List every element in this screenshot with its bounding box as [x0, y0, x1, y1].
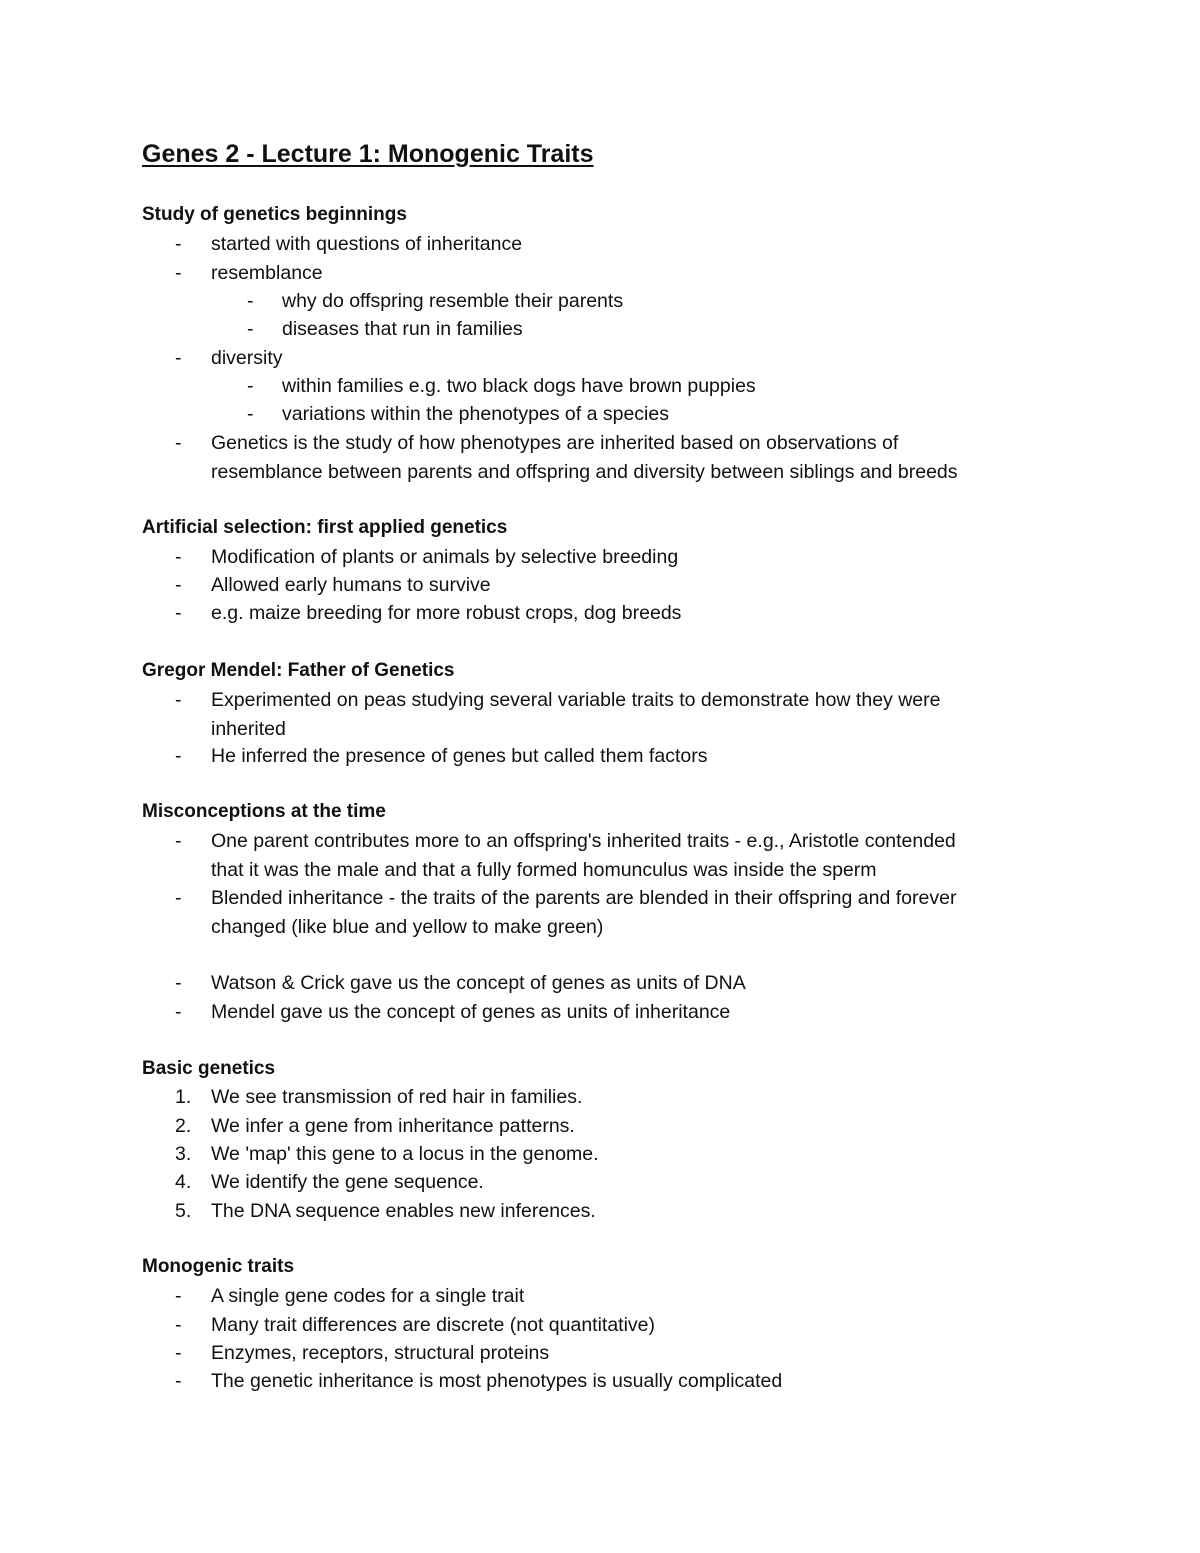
bullet-marker: -	[175, 830, 182, 852]
bullet-marker: -	[175, 432, 182, 454]
bullet-marker: -	[175, 347, 182, 369]
bullet-marker: -	[175, 262, 182, 284]
numbered-item	[175, 1083, 583, 1112]
list-item	[175, 543, 679, 572]
list-item	[175, 884, 957, 941]
item-line: A single gene codes for a single trait	[211, 1285, 525, 1307]
item-line: diseases that run in families	[282, 318, 523, 340]
bullet-marker: -	[175, 887, 182, 909]
item-line: The DNA sequence enables new inferences.	[211, 1200, 596, 1222]
numbered-item	[175, 1140, 599, 1169]
document-title: Genes 2 - Lecture 1: Monogenic Traits	[142, 140, 594, 168]
sub-list-item	[247, 372, 756, 401]
section-heading-artificial-selection: Artificial selection: first applied genetics	[142, 517, 508, 538]
item-line: within families e.g. two black dogs have brown puppies	[282, 375, 756, 397]
list-item	[175, 1339, 550, 1368]
bullet-marker: -	[175, 1285, 182, 1307]
item-line: e.g. maize breeding for more robust crops, dog breeds	[211, 602, 682, 624]
item-line: We see transmission of red hair in families.	[211, 1086, 583, 1108]
bullet-marker: -	[247, 403, 254, 425]
item-line: Watson & Crick gave us the concept of genes as units of DNA	[211, 972, 746, 994]
list-item	[175, 1282, 525, 1311]
bullet-marker: -	[175, 546, 182, 568]
item-line: inherited	[211, 717, 286, 740]
bullet-marker: -	[247, 318, 254, 340]
item-line: diversity	[211, 347, 283, 369]
bullet-marker: -	[175, 1370, 182, 1392]
bullet-marker: -	[175, 972, 182, 994]
bullet-marker: -	[175, 1314, 182, 1336]
item-line: We identify the gene sequence.	[211, 1171, 484, 1193]
item-line: Allowed early humans to survive	[211, 574, 491, 596]
item-line: Modification of plants or animals by selective breeding	[211, 546, 679, 568]
list-item	[175, 1367, 783, 1396]
section-heading-monogenic-traits: Monogenic traits	[142, 1256, 295, 1277]
item-line: resemblance between parents and offspring and diversity between siblings and breeds	[211, 460, 958, 483]
item-line: why do offspring resemble their parents	[282, 290, 624, 312]
list-item	[175, 599, 682, 628]
list-item	[175, 1311, 656, 1340]
list-item	[175, 571, 491, 600]
number-marker: 1.	[175, 1086, 192, 1108]
list-item	[175, 259, 323, 288]
item-line: Experimented on peas studying several variable traits to demonstrate how they were	[211, 689, 941, 711]
item-line: We infer a gene from inheritance patterns.	[211, 1115, 575, 1137]
bullet-marker: -	[175, 233, 182, 255]
item-line: Mendel gave us the concept of genes as units of inheritance	[211, 1001, 731, 1023]
number-marker: 5.	[175, 1200, 192, 1222]
bullet-marker: -	[175, 1342, 182, 1364]
numbered-item	[175, 1112, 575, 1141]
list-item	[175, 969, 746, 998]
bullet-marker: -	[247, 290, 254, 312]
bullet-marker: -	[175, 745, 182, 767]
item-line: One parent contributes more to an offspring's inherited traits - e.g., Aristotle contended	[211, 830, 956, 852]
list-item	[175, 686, 941, 743]
item-line: that it was the male and that a fully formed homunculus was inside the sperm	[211, 858, 877, 881]
item-line: We 'map' this gene to a locus in the genome.	[211, 1143, 599, 1165]
item-line: changed (like blue and yellow to make green)	[211, 915, 604, 938]
item-line: variations within the phenotypes of a species	[282, 403, 669, 425]
sub-list-item	[247, 400, 669, 429]
item-line: Genetics is the study of how phenotypes are inherited based on observations of	[211, 432, 899, 454]
item-line: Enzymes, receptors, structural proteins	[211, 1342, 550, 1364]
item-line: resemblance	[211, 262, 323, 284]
item-line: The genetic inheritance is most phenotypes is usually complicated	[211, 1370, 783, 1392]
sub-list-item	[247, 287, 624, 316]
list-item	[175, 344, 283, 373]
list-item	[175, 742, 708, 771]
item-line: He inferred the presence of genes but called them factors	[211, 745, 708, 767]
list-item	[175, 230, 523, 259]
numbered-item	[175, 1197, 596, 1226]
bullet-marker: -	[175, 1001, 182, 1023]
bullet-marker: -	[175, 689, 182, 711]
section-heading-basic-genetics: Basic genetics	[142, 1058, 276, 1079]
number-marker: 2.	[175, 1115, 192, 1137]
number-marker: 4.	[175, 1171, 192, 1193]
list-item	[175, 827, 956, 884]
section-heading-gregor-mendel: Gregor Mendel: Father of Genetics	[142, 660, 455, 681]
list-item	[175, 429, 958, 486]
item-line: started with questions of inheritance	[211, 233, 523, 255]
section-heading-study-of-genetics: Study of genetics beginnings	[142, 204, 407, 225]
bullet-marker: -	[247, 375, 254, 397]
numbered-item	[175, 1168, 484, 1197]
bullet-marker: -	[175, 574, 182, 596]
item-line: Many trait differences are discrete (not quantitative)	[211, 1314, 656, 1336]
section-heading-misconceptions: Misconceptions at the time	[142, 801, 386, 822]
sub-list-item	[247, 315, 523, 344]
list-item	[175, 998, 731, 1027]
number-marker: 3.	[175, 1143, 192, 1165]
bullet-marker: -	[175, 602, 182, 624]
item-line: Blended inheritance - the traits of the parents are blended in their offspring and forever	[211, 887, 957, 909]
